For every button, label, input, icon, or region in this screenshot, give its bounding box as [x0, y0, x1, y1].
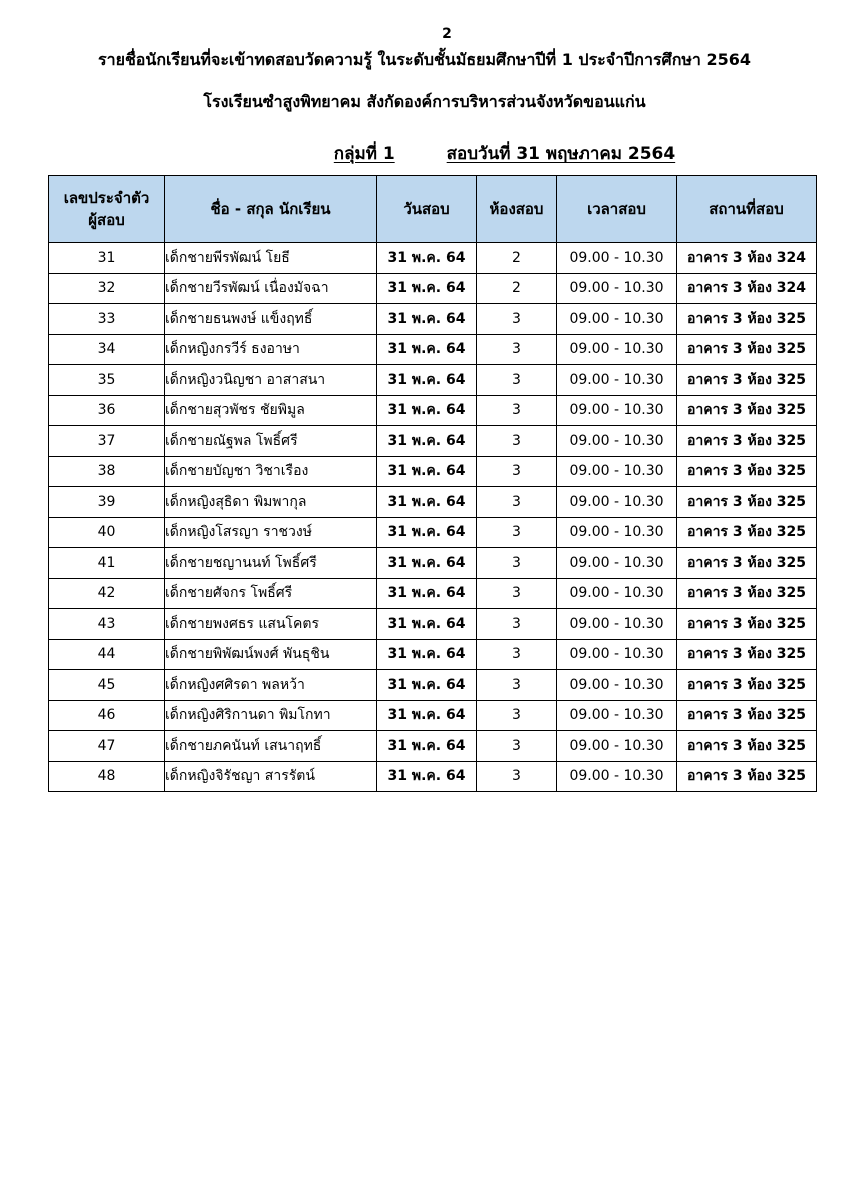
table-row: [49, 365, 817, 396]
exam-date-cell: 31 พ.ค. 64: [377, 456, 477, 487]
student-name-cell: เด็กชายบัญชา วิชาเรือง: [165, 456, 377, 487]
exam-room-cell: 3: [477, 731, 557, 762]
column-header-place: สถานที่สอบ: [677, 176, 817, 243]
exam-room-cell: 3: [477, 609, 557, 640]
table-row: [49, 243, 817, 274]
table-row: [49, 609, 817, 640]
exam-place-cell: อาคาร 3 ห้อง 325: [677, 334, 817, 365]
exam-date-cell: 31 พ.ค. 64: [377, 731, 477, 762]
exam-room-cell: 2: [477, 243, 557, 274]
student-name-cell: เด็กชายพงศธร แสนโคตร: [165, 609, 377, 640]
table-row: [49, 395, 817, 426]
exam-date-cell: 31 พ.ค. 64: [377, 639, 477, 670]
student-name-cell: เด็กหญิงจิรัชญา สารรัตน์: [165, 761, 377, 792]
table-row: [49, 304, 817, 335]
student-name-cell: เด็กชายณัฐพล โพธิ์ศรี: [165, 426, 377, 457]
exam-date-cell: 31 พ.ค. 64: [377, 334, 477, 365]
student-id-cell: 41: [49, 548, 165, 579]
exam-date-label: สอบวันที่ 31 พฤษภาคม 2564: [446, 144, 676, 164]
exam-place-cell: อาคาร 3 ห้อง 324: [677, 243, 817, 274]
student-id-cell: 39: [49, 487, 165, 518]
exam-date-cell: 31 พ.ค. 64: [377, 548, 477, 579]
exam-room-cell: 3: [477, 395, 557, 426]
exam-room-cell: 3: [477, 548, 557, 579]
exam-room-cell: 3: [477, 304, 557, 335]
student-name-cell: เด็กชายธนพงษ์ แข็งฤทธิ์: [165, 304, 377, 335]
exam-place-cell: อาคาร 3 ห้อง 325: [677, 456, 817, 487]
exam-place-cell: อาคาร 3 ห้อง 325: [677, 670, 817, 701]
student-name-cell: เด็กชายศัจกร โพธิ์ศรี: [165, 578, 377, 609]
exam-place-cell: อาคาร 3 ห้อง 325: [677, 395, 817, 426]
exam-place-cell: อาคาร 3 ห้อง 325: [677, 700, 817, 731]
exam-room-cell: 3: [477, 761, 557, 792]
document-title: รายชื่อนักเรียนที่จะเข้าทดสอบวัดความรู้ ในระดับชั้นมัธยมศึกษาปีที่ 1 ประจำปีการศึกษา 2564: [97, 50, 752, 69]
exam-place-cell: อาคาร 3 ห้อง 325: [677, 761, 817, 792]
column-header-student-id-line2: ผู้สอบ: [88, 211, 125, 229]
student-name-cell: เด็กชายวีรพัฒน์ เนื่องมัจฉา: [165, 273, 377, 304]
table-row: [49, 548, 817, 579]
exam-date-cell: 31 พ.ค. 64: [377, 609, 477, 640]
exam-time-cell: 09.00 - 10.30: [557, 609, 677, 640]
exam-time-cell: 09.00 - 10.30: [557, 578, 677, 609]
column-header-name: ชื่อ - สกุล นักเรียน: [165, 176, 377, 243]
exam-date-cell: 31 พ.ค. 64: [377, 487, 477, 518]
student-id-cell: 44: [49, 639, 165, 670]
exam-time-cell: 09.00 - 10.30: [557, 365, 677, 396]
exam-place-cell: อาคาร 3 ห้อง 325: [677, 731, 817, 762]
exam-place-cell: อาคาร 3 ห้อง 325: [677, 578, 817, 609]
exam-time-cell: 09.00 - 10.30: [557, 670, 677, 701]
student-id-cell: 46: [49, 700, 165, 731]
table-row: [49, 639, 817, 670]
table-row: [49, 761, 817, 792]
exam-room-cell: 3: [477, 334, 557, 365]
exam-date-cell: 31 พ.ค. 64: [377, 395, 477, 426]
exam-room-cell: 3: [477, 365, 557, 396]
group-heading: [80, 140, 849, 167]
table-row: [49, 578, 817, 609]
exam-time-cell: 09.00 - 10.30: [557, 304, 677, 335]
student-exam-table: [48, 175, 817, 792]
column-header-date: วันสอบ: [377, 176, 477, 243]
exam-room-cell: 3: [477, 517, 557, 548]
exam-date-cell: 31 พ.ค. 64: [377, 700, 477, 731]
student-name-cell: เด็กหญิงโสรญา ราชวงษ์: [165, 517, 377, 548]
table-row: [49, 670, 817, 701]
student-name-cell: เด็กชายสุวพัชร ชัยพิมูล: [165, 395, 377, 426]
student-name-cell: เด็กชายพิพัฒน์พงศ์ พันธุชิน: [165, 639, 377, 670]
exam-room-cell: 3: [477, 670, 557, 701]
exam-time-cell: 09.00 - 10.30: [557, 731, 677, 762]
exam-place-cell: อาคาร 3 ห้อง 325: [677, 304, 817, 335]
student-id-cell: 43: [49, 609, 165, 640]
student-id-cell: 31: [49, 243, 165, 274]
exam-place-cell: อาคาร 3 ห้อง 324: [677, 273, 817, 304]
exam-room-cell: 3: [477, 639, 557, 670]
student-name-cell: เด็กชายภคนันท์ เสนาฤทธิ์: [165, 731, 377, 762]
exam-date-cell: 31 พ.ค. 64: [377, 517, 477, 548]
student-name-cell: เด็กหญิงกรวีร์ ธงอาษา: [165, 334, 377, 365]
column-header-room: ห้องสอบ: [477, 176, 557, 243]
exam-room-cell: 3: [477, 700, 557, 731]
exam-date-cell: 31 พ.ค. 64: [377, 761, 477, 792]
table-row: [49, 517, 817, 548]
student-name-cell: เด็กหญิงศิริกานดา พิมโกทา: [165, 700, 377, 731]
column-header-student-id-line1: เลขประจำตัว: [63, 189, 150, 207]
exam-room-cell: 3: [477, 578, 557, 609]
student-name-cell: เด็กหญิงศศิรดา พลหว้า: [165, 670, 377, 701]
table-row: [49, 426, 817, 457]
column-header-time: เวลาสอบ: [557, 176, 677, 243]
student-id-cell: 36: [49, 395, 165, 426]
exam-time-cell: 09.00 - 10.30: [557, 487, 677, 518]
exam-date-cell: 31 พ.ค. 64: [377, 578, 477, 609]
student-id-cell: 45: [49, 670, 165, 701]
exam-room-cell: 2: [477, 273, 557, 304]
exam-date-cell: 31 พ.ค. 64: [377, 243, 477, 274]
table-row: [49, 487, 817, 518]
exam-place-cell: อาคาร 3 ห้อง 325: [677, 517, 817, 548]
exam-time-cell: 09.00 - 10.30: [557, 243, 677, 274]
student-name-cell: เด็กชายพีรพัฒน์ โยธี: [165, 243, 377, 274]
table-row: [49, 334, 817, 365]
table-header-row: [49, 176, 817, 243]
table-row: [49, 731, 817, 762]
exam-time-cell: 09.00 - 10.30: [557, 395, 677, 426]
student-id-cell: 42: [49, 578, 165, 609]
student-id-cell: 47: [49, 731, 165, 762]
exam-room-cell: 3: [477, 456, 557, 487]
exam-place-cell: อาคาร 3 ห้อง 325: [677, 548, 817, 579]
exam-date-cell: 31 พ.ค. 64: [377, 304, 477, 335]
exam-time-cell: 09.00 - 10.30: [557, 548, 677, 579]
student-id-cell: 48: [49, 761, 165, 792]
exam-date-cell: 31 พ.ค. 64: [377, 426, 477, 457]
column-header-student-id: [49, 176, 165, 243]
exam-time-cell: 09.00 - 10.30: [557, 639, 677, 670]
group-label: กลุ่มที่ 1: [333, 144, 395, 164]
exam-place-cell: อาคาร 3 ห้อง 325: [677, 487, 817, 518]
exam-time-cell: 09.00 - 10.30: [557, 517, 677, 548]
exam-time-cell: 09.00 - 10.30: [557, 761, 677, 792]
student-id-cell: 40: [49, 517, 165, 548]
exam-place-cell: อาคาร 3 ห้อง 325: [677, 426, 817, 457]
table-row: [49, 456, 817, 487]
exam-room-cell: 3: [477, 487, 557, 518]
student-id-cell: 32: [49, 273, 165, 304]
student-id-cell: 35: [49, 365, 165, 396]
student-id-cell: 37: [49, 426, 165, 457]
exam-time-cell: 09.00 - 10.30: [557, 700, 677, 731]
exam-place-cell: อาคาร 3 ห้อง 325: [677, 609, 817, 640]
page-number: 2: [442, 26, 452, 42]
exam-time-cell: 09.00 - 10.30: [557, 456, 677, 487]
table-row: [49, 700, 817, 731]
school-name: โรงเรียนซำสูงพิทยาคม สังกัดองค์การบริหารส่วนจังหวัดขอนแก่น: [203, 92, 646, 111]
exam-place-cell: อาคาร 3 ห้อง 325: [677, 639, 817, 670]
student-name-cell: เด็กหญิงวนิญชา อาสาสนา: [165, 365, 377, 396]
student-name-cell: เด็กชายชญานนท์ โพธิ์ศรี: [165, 548, 377, 579]
exam-room-cell: 3: [477, 426, 557, 457]
table-row: [49, 273, 817, 304]
student-id-cell: 34: [49, 334, 165, 365]
exam-time-cell: 09.00 - 10.30: [557, 273, 677, 304]
exam-date-cell: 31 พ.ค. 64: [377, 365, 477, 396]
exam-time-cell: 09.00 - 10.30: [557, 426, 677, 457]
student-id-cell: 38: [49, 456, 165, 487]
exam-date-cell: 31 พ.ค. 64: [377, 273, 477, 304]
student-id-cell: 33: [49, 304, 165, 335]
exam-time-cell: 09.00 - 10.30: [557, 334, 677, 365]
exam-date-cell: 31 พ.ค. 64: [377, 670, 477, 701]
student-name-cell: เด็กหญิงสุธิดา พิมพากุล: [165, 487, 377, 518]
exam-place-cell: อาคาร 3 ห้อง 325: [677, 365, 817, 396]
